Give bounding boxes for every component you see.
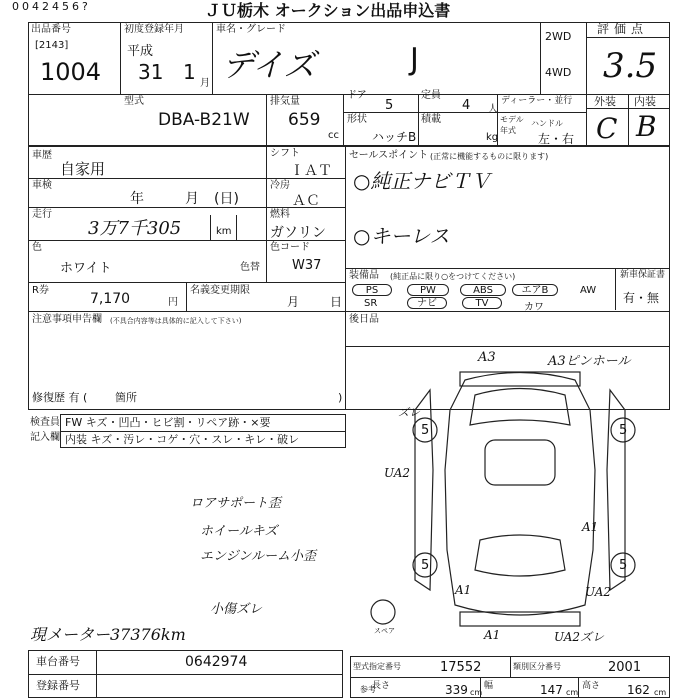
notes-label: 注意事項申告欄 <box>32 314 102 325</box>
height-unit: cm <box>654 688 667 697</box>
rear-bumper-box <box>460 612 580 626</box>
legend-row-2: 内装 キズ・汚レ・コゲ・穴・スレ・キレ・破レ <box>65 433 300 446</box>
side-note: 現メーター37376km <box>30 625 186 644</box>
chassis-value: 0642974 <box>185 654 248 670</box>
ac-value: ＡＣ <box>292 193 320 209</box>
model-cert-value: 17552 <box>440 660 482 675</box>
usage-label: 車歴 <box>32 150 52 161</box>
name-change-label: 名義変更期限 <box>190 285 250 296</box>
category-label: 類別区分番号 <box>513 662 561 671</box>
exterior-label: 外装 <box>594 95 616 108</box>
lot-code: [2143] <box>35 40 69 51</box>
handle-label: ハンドル <box>531 119 563 128</box>
equip-pw[interactable]: PW <box>407 284 449 296</box>
mileage-unit: km <box>216 226 232 237</box>
equip-ps[interactable]: PS <box>352 284 392 296</box>
color-code-value: W37 <box>292 258 322 273</box>
car-roof <box>485 440 555 485</box>
legend-label-top: 検査員 <box>30 417 60 428</box>
interior-grade: B <box>636 110 657 143</box>
equip-aw[interactable]: AW <box>580 285 597 296</box>
equip-navi[interactable]: ナビ <box>407 297 447 309</box>
handle-value: 左・右 <box>538 132 575 146</box>
repair-label: 修復歴 有 ( <box>32 391 88 404</box>
load-label: 積載 <box>421 114 441 125</box>
form-title: ＪＵ栃木 オークション出品申込書 <box>205 1 451 20</box>
rating-label: 評価点 <box>597 22 649 36</box>
notes-sub: (不具合内容等は具体的に記入して下さい) <box>110 317 242 325</box>
registration-era: 平成 <box>127 44 154 59</box>
color-value: ホワイト <box>60 261 112 276</box>
color-code-label: 色コード <box>270 242 310 253</box>
length-label: 長さ <box>372 681 391 691</box>
width-unit: cm <box>566 688 579 697</box>
door-value: 5 <box>385 98 394 113</box>
interior-label: 内装 <box>634 95 656 108</box>
mark-a1-right: A1 <box>582 520 599 534</box>
model-year-label: モデル 年式 <box>500 115 524 135</box>
chassis-label: 車台番号 <box>36 655 80 668</box>
shape-label: 形状 <box>347 114 367 125</box>
equip-leather[interactable]: カワ <box>524 302 544 313</box>
fuel-label: 燃料 <box>270 209 290 220</box>
inspection-day: (日) <box>214 191 239 207</box>
cc-unit: cc <box>328 130 339 141</box>
spare-wheel <box>371 600 395 624</box>
load-unit: kg <box>486 132 499 143</box>
height-label: 高さ <box>582 681 601 691</box>
inspection-label: 車検 <box>32 180 52 191</box>
cc-value: 659 <box>288 110 321 130</box>
sales-points-sub: (正常に機能するものに限ります) <box>430 152 549 161</box>
type-value: DBA-B21W <box>158 110 250 130</box>
rating-score: 3.5 <box>603 46 658 86</box>
wheel-fr-mark: 5 <box>619 423 628 438</box>
fuel-value: ガソリン <box>270 225 326 241</box>
recycle-value: 7,170 <box>90 291 131 307</box>
exterior-grade: C <box>596 112 618 145</box>
width-label: 幅 <box>484 681 494 691</box>
color-label: 色 <box>32 242 42 253</box>
usage-value: 自家用 <box>60 160 106 178</box>
barcode-digits: 0042456? <box>12 0 91 13</box>
length-value: 339 <box>445 683 468 697</box>
height-value: 162 <box>627 683 650 697</box>
car-hood <box>470 389 570 426</box>
sales-point-1: ○純正ナビＴＶ <box>353 169 491 193</box>
door-label: ドア <box>347 90 367 101</box>
capacity-label: 定員 <box>421 90 441 101</box>
mark-a3-pinhole: A3ピンホール <box>548 354 631 369</box>
shift-value: ＩＡＴ <box>290 163 332 179</box>
lot-number: 1004 <box>40 58 102 86</box>
registration-month: 1 <box>183 60 196 84</box>
sales-points-label: セールスポイント <box>349 150 429 161</box>
mark-zure: ズレ <box>398 406 420 419</box>
repair-close: ) <box>338 391 343 404</box>
drive-2wd[interactable]: 2WD <box>545 30 572 43</box>
equip-airbag[interactable]: エアB <box>512 284 558 296</box>
model-grade: J <box>410 42 419 77</box>
length-unit: cm <box>470 688 483 697</box>
car-rear-window <box>475 535 565 576</box>
mark-a1-left: A1 <box>455 583 472 597</box>
equip-abs[interactable]: ABS <box>460 284 506 296</box>
inspection-year: 年 <box>130 191 144 207</box>
lot-label: 出品番号 <box>31 24 71 35</box>
note-line-2: ホイールキズ <box>200 524 278 539</box>
equip-tv[interactable]: TV <box>462 297 502 309</box>
note-line-4: 小傷ズレ <box>210 602 263 617</box>
registration-month-unit: 月 <box>200 78 210 89</box>
dealer-label: ディーラー・並行 <box>501 96 573 106</box>
shift-label: シフト <box>270 148 300 159</box>
name-change-month: 月 <box>287 295 300 309</box>
sales-point-2: ○キーレス <box>353 224 450 248</box>
equipment-sub: (純正品に限り○をつけてください) <box>390 272 516 281</box>
wheel-rl-mark: 5 <box>421 558 430 573</box>
new-warranty-value[interactable]: 有・無 <box>623 291 660 305</box>
mark-ua2-zure: UA2ズレ <box>554 630 605 644</box>
type-label: 型式 <box>124 96 144 107</box>
mark-ua2-left: UA2 <box>384 466 411 480</box>
inspection-month: 月 <box>185 191 199 207</box>
model-label: 車名・グレード <box>216 24 286 35</box>
equip-sr[interactable]: SR <box>364 298 378 309</box>
note-line-3: エンジンルーム小歪 <box>200 549 317 564</box>
registration-year: 31 <box>138 60 164 84</box>
mark-ua2-right: UA2 <box>585 585 612 599</box>
cc-label: 排気量 <box>270 96 300 107</box>
ac-label: 冷房 <box>270 180 290 191</box>
ref-label-1: 参考 <box>360 685 376 694</box>
equipment-label: 装備品 <box>349 270 379 281</box>
top-frame <box>28 22 670 146</box>
registration-label: 初度登録年月 <box>124 24 184 35</box>
wheel-rr-mark: 5 <box>619 558 628 573</box>
shape-value: ハッチB <box>372 130 417 144</box>
spare-label: スペア <box>374 627 395 635</box>
recycle-unit: 円 <box>168 297 178 308</box>
drive-4wd[interactable]: 4WD <box>545 66 572 79</box>
model-cert-label: 型式指定番号 <box>353 662 401 671</box>
after-sale-label: 後日品 <box>349 314 379 325</box>
category-value: 2001 <box>608 660 642 675</box>
model-name: デイズ <box>222 46 316 84</box>
front-bumper-box <box>460 372 580 386</box>
mileage-value: 3万7千305 <box>88 218 182 239</box>
repair-unit: 箇所 <box>115 391 137 404</box>
capacity-unit: 人 <box>488 104 498 115</box>
color-change-label: 色替 <box>240 262 260 273</box>
name-change-day: 日 <box>330 295 343 309</box>
mileage-label: 走行 <box>32 209 52 220</box>
mark-a3: A3 <box>478 350 496 365</box>
new-warranty-label: 新車保証書 <box>620 270 666 280</box>
legend-label-bottom: 記入欄 <box>30 432 60 443</box>
car-body-outline <box>445 373 595 616</box>
capacity-value: 4 <box>462 98 471 113</box>
wheel-fl-mark: 5 <box>421 423 430 438</box>
car-diagram <box>355 350 685 650</box>
recycle-label: R券 <box>32 285 49 296</box>
width-value: 147 <box>540 683 563 697</box>
mark-a1-bottom: A1 <box>484 628 501 642</box>
note-line-1: ロアサポート歪 <box>190 496 282 511</box>
register-label: 登録番号 <box>36 679 80 692</box>
legend-row-1: FW キズ・凹凸・ヒビ割・リペア跡・×要 <box>65 416 271 429</box>
